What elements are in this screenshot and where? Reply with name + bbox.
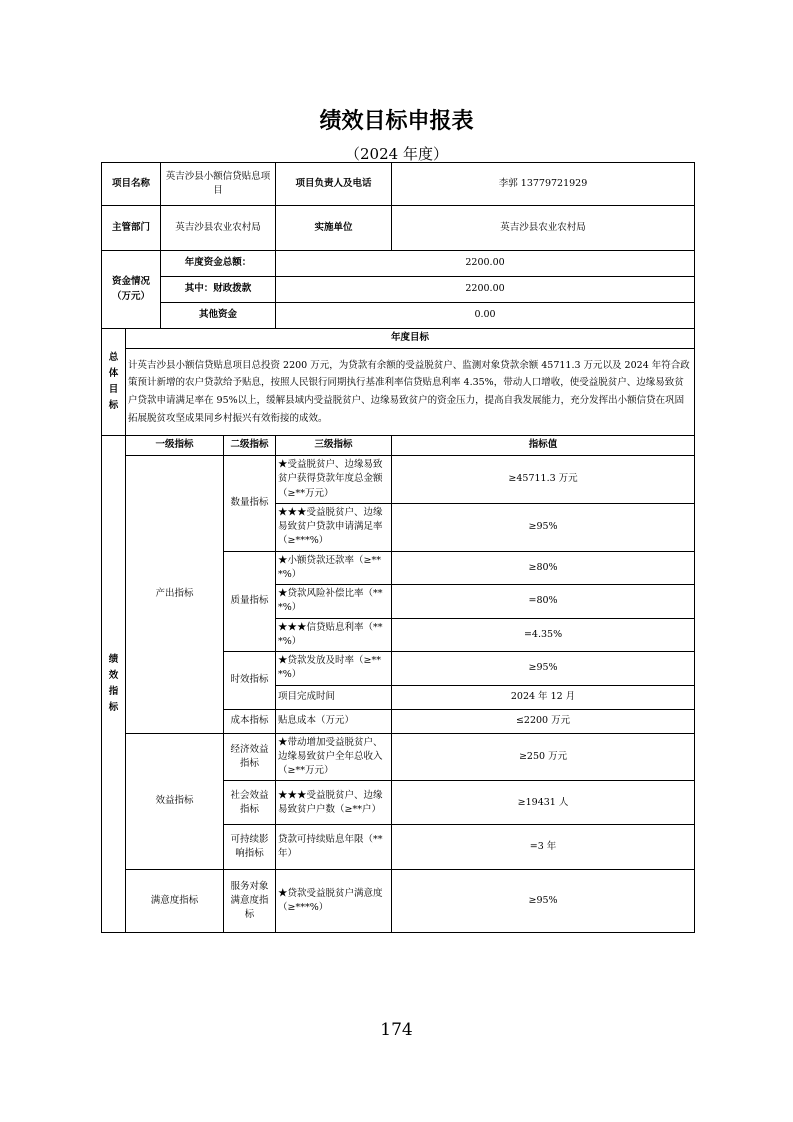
metric-row-name: 项目完成时间 xyxy=(276,685,392,709)
funds-fiscal-value: 2200.00 xyxy=(276,277,695,303)
annual-goal-header: 年度目标 xyxy=(126,329,695,349)
metric-row-value: ≥95% xyxy=(392,870,695,933)
metric-row-name: ★贷款发放及时率（≥***%） xyxy=(276,652,392,686)
performance-goal-table xyxy=(101,162,695,933)
metric-row-value: ≥95% xyxy=(392,652,695,686)
metric-row-value: ≥80% xyxy=(392,551,695,585)
metric-row-value: =4.35% xyxy=(392,618,695,652)
funds-total-value: 2200.00 xyxy=(276,251,695,277)
header-level2: 二级指标 xyxy=(224,436,276,456)
metric-row-value: ≥95% xyxy=(392,503,695,551)
social-benefit-label: 社会效益指标 xyxy=(224,781,276,825)
service-satisfaction-label: 服务对象满意度指标 xyxy=(224,870,276,933)
dept-value: 英吉沙县农业农村局 xyxy=(161,206,276,251)
overall-goal-side-label: 总 体 目 标 xyxy=(102,329,126,436)
metric-row-name: ★贷款风险补偿比率（***%） xyxy=(276,585,392,619)
metric-row-value: =3 年 xyxy=(392,825,695,870)
impl-unit-value: 英吉沙县农业农村局 xyxy=(392,206,695,251)
economic-benefit-label: 经济效益指标 xyxy=(224,733,276,781)
sustainable-impact-label: 可持续影响指标 xyxy=(224,825,276,870)
metric-row-value: ≥250 万元 xyxy=(392,733,695,781)
metric-row-value: ≥19431 人 xyxy=(392,781,695,825)
metric-row-name: ★受益脱贫户、边缘易致贫户获得贷款年度总金额（≥**万元） xyxy=(276,456,392,504)
metric-row-name: 贷款可持续贴息年限（**年） xyxy=(276,825,392,870)
form-year: （2024 年度） xyxy=(345,145,448,163)
project-leader-label: 项目负责人及电话 xyxy=(276,163,392,206)
metric-row-value: 2024 年 12 月 xyxy=(392,685,695,709)
header-level3: 三级指标 xyxy=(276,436,392,456)
form-title: 绩效目标申报表 xyxy=(319,109,474,134)
satisfaction-metrics-label: 满意度指标 xyxy=(126,870,224,933)
metric-row-value: =80% xyxy=(392,585,695,619)
quality-metrics-label: 质量指标 xyxy=(224,551,276,652)
funds-other-label: 其他资金 xyxy=(161,303,276,329)
project-leader-value: 李郭 13779721929 xyxy=(392,163,695,206)
impl-unit-label: 实施单位 xyxy=(276,206,392,251)
funds-total-label: 年度资金总额： xyxy=(161,251,276,277)
project-name-value: 英吉沙县小额信贷贴息项目 xyxy=(161,163,276,206)
dept-label: 主管部门 xyxy=(102,206,161,251)
cost-metrics-label: 成本指标 xyxy=(224,709,276,733)
metric-row-name: ★★★信贷贴息利率（***%） xyxy=(276,618,392,652)
project-name-label: 项目名称 xyxy=(102,163,161,206)
page-number: 174 xyxy=(380,1020,413,1040)
metrics-side-label: 绩 效 指 标 xyxy=(102,436,126,933)
annual-goal-text: 计英吉沙县小额信贷贴息项目总投资 2200 万元，为贷款有余额的受益脱贫户、监测对象贷款余额 45711.3 万元以及 2024 年符合政策预计新增的农户贷款给予贴息，按照人民银行同期执行基准利率信贷贴息利率 4.35%，带动人口增收，使受益脱贫户、边缘易致贫户贷款申请满足率在 95%以上，缓解县域内受益脱贫户、边缘易致贫户的资金压力，提高自我发展能力，充分发挥出小额信贷在巩固拓展脱贫攻坚成果同乡村振兴有效衔接的成效。 xyxy=(126,349,695,436)
header-level1: 一级指标 xyxy=(126,436,224,456)
metric-row-name: ★带动增加受益脱贫户、边缘易致贫户全年总收入（≥**万元） xyxy=(276,733,392,781)
metric-row-name: ★★★受益脱贫户、边缘易致贫户贷款申请满足率（≥***%） xyxy=(276,503,392,551)
output-metrics-label: 产出指标 xyxy=(126,456,224,734)
benefit-metrics-label: 效益指标 xyxy=(126,733,224,870)
metric-row-name: ★★★受益脱贫户、边缘易致贫户户数（≥**户） xyxy=(276,781,392,825)
metric-row-name: 贴息成本（万元） xyxy=(276,709,392,733)
funds-fiscal-label: 其中：财政拨款 xyxy=(161,277,276,303)
timeliness-metrics-label: 时效指标 xyxy=(224,652,276,710)
metric-row-name: ★贷款受益脱贫户满意度（≥***%） xyxy=(276,870,392,933)
quantity-metrics-label: 数量指标 xyxy=(224,456,276,552)
metric-row-value: ≥45711.3 万元 xyxy=(392,456,695,504)
metric-row-value: ≤2200 万元 xyxy=(392,709,695,733)
metric-row-name: ★小额贷款还款率（≥***%） xyxy=(276,551,392,585)
funds-other-value: 0.00 xyxy=(276,303,695,329)
funds-label: 资金情况（万元） xyxy=(102,251,161,329)
header-value: 指标值 xyxy=(392,436,695,456)
